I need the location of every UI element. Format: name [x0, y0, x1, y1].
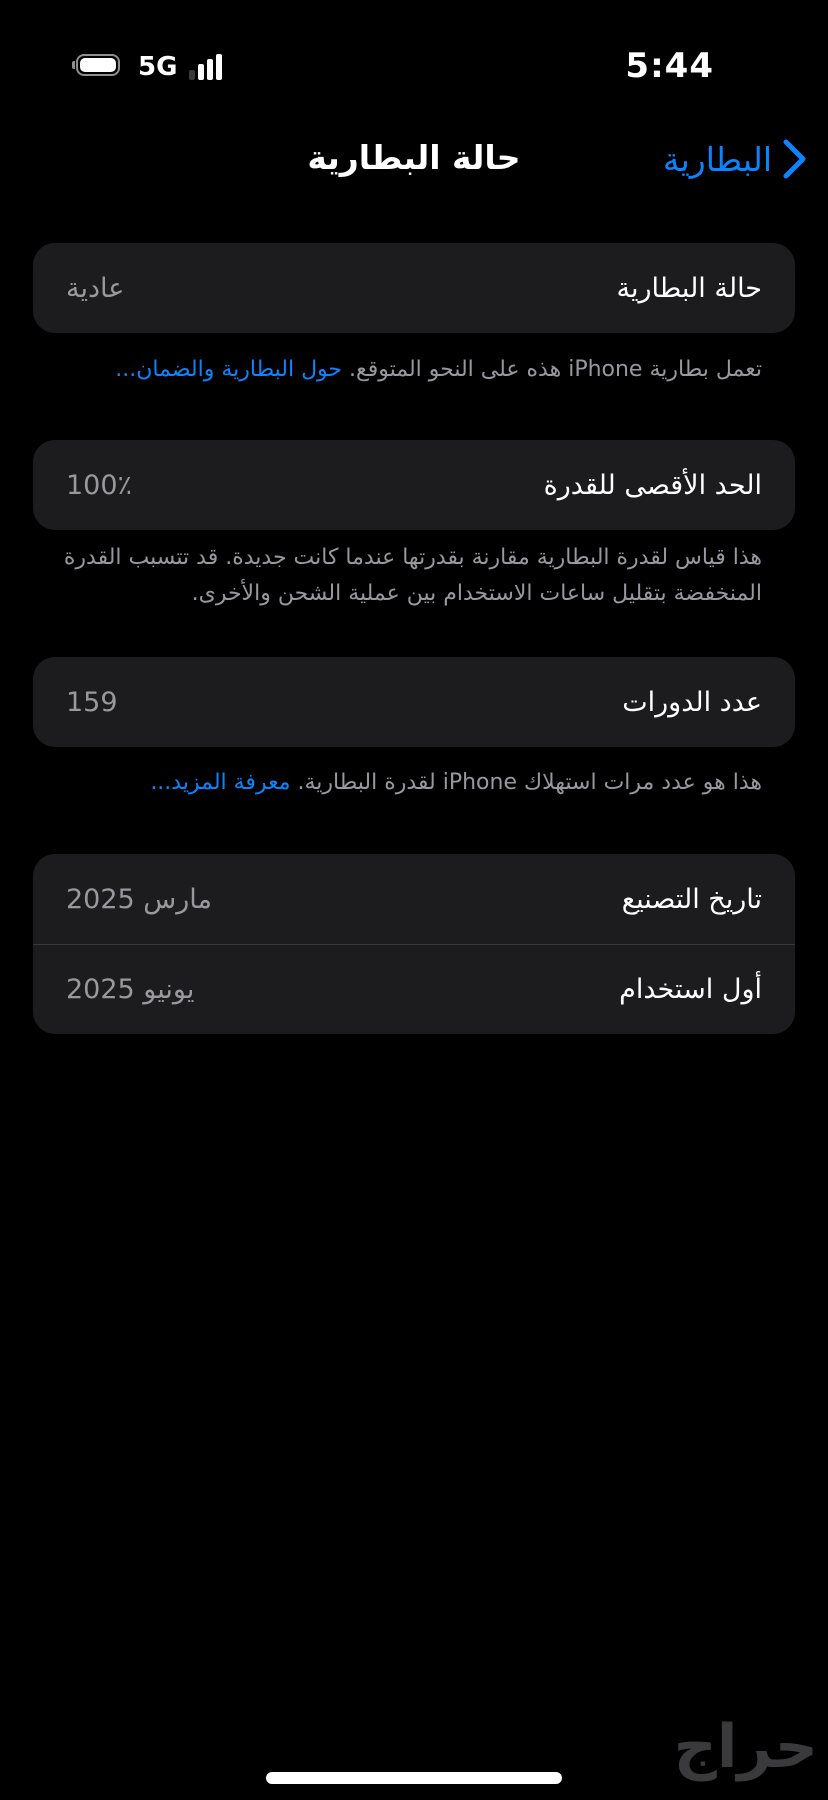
first-use-label: أول استخدام — [619, 973, 762, 1005]
back-button[interactable] — [663, 138, 808, 180]
battery-condition-group — [33, 243, 795, 333]
back-button-label: البطارية — [662, 139, 772, 179]
cycle-count-value: 159 — [66, 686, 118, 718]
network-type-label: 5G — [138, 52, 178, 82]
status-bar — [0, 40, 828, 96]
manufacture-date-label: تاريخ التصنيع — [621, 883, 762, 915]
max-capacity-value: 100٪ — [66, 469, 133, 501]
learn-more-link[interactable]: معرفة المزيد... — [150, 770, 291, 795]
cellular-signal-icon — [189, 54, 222, 80]
status-time: 5:44 — [625, 46, 714, 86]
battery-condition-row — [33, 243, 795, 333]
first-use-value: يونيو 2025 — [66, 973, 195, 1005]
status-indicators — [72, 50, 222, 84]
page-title: حالة البطارية — [307, 138, 521, 177]
cycle-count-group — [33, 657, 795, 747]
cycle-count-row — [33, 657, 795, 747]
battery-condition-footnote — [60, 352, 762, 388]
first-use-row — [33, 944, 795, 1034]
battery-warranty-link[interactable]: حول البطارية والضمان... — [115, 357, 343, 382]
battery-condition-value: عادية — [66, 272, 125, 304]
battery-condition-footnote-text: تعمل بطارية iPhone هذه على النحو المتوقع. — [342, 357, 762, 382]
max-capacity-row — [33, 440, 795, 530]
dates-group — [33, 854, 795, 1034]
cycle-count-footnote-text: هذا هو عدد مرات استهلاك iPhone لقدرة البطارية. — [290, 770, 762, 795]
navigation-bar — [0, 130, 828, 190]
max-capacity-label: الحد الأقصى للقدرة — [543, 469, 762, 501]
cycle-count-footnote — [60, 765, 762, 801]
manufacture-date-value: مارس 2025 — [66, 883, 212, 915]
manufacture-date-row — [33, 854, 795, 944]
chevron-right-icon — [782, 138, 808, 180]
battery-full-icon — [72, 54, 124, 80]
home-indicator[interactable] — [266, 1772, 562, 1784]
max-capacity-group — [33, 440, 795, 530]
cycle-count-label: عدد الدورات — [622, 686, 762, 718]
max-capacity-footnote: هذا قياس لقدرة البطارية مقارنة بقدرتها عندما كانت جديدة. قد تتسبب القدرة المنخفضة بتقليل ساعات الاستخدام بين عملية الشحن والأخرى. — [63, 545, 762, 606]
battery-condition-label: حالة البطارية — [616, 272, 762, 304]
haraj-watermark: حراج — [673, 1712, 818, 1782]
